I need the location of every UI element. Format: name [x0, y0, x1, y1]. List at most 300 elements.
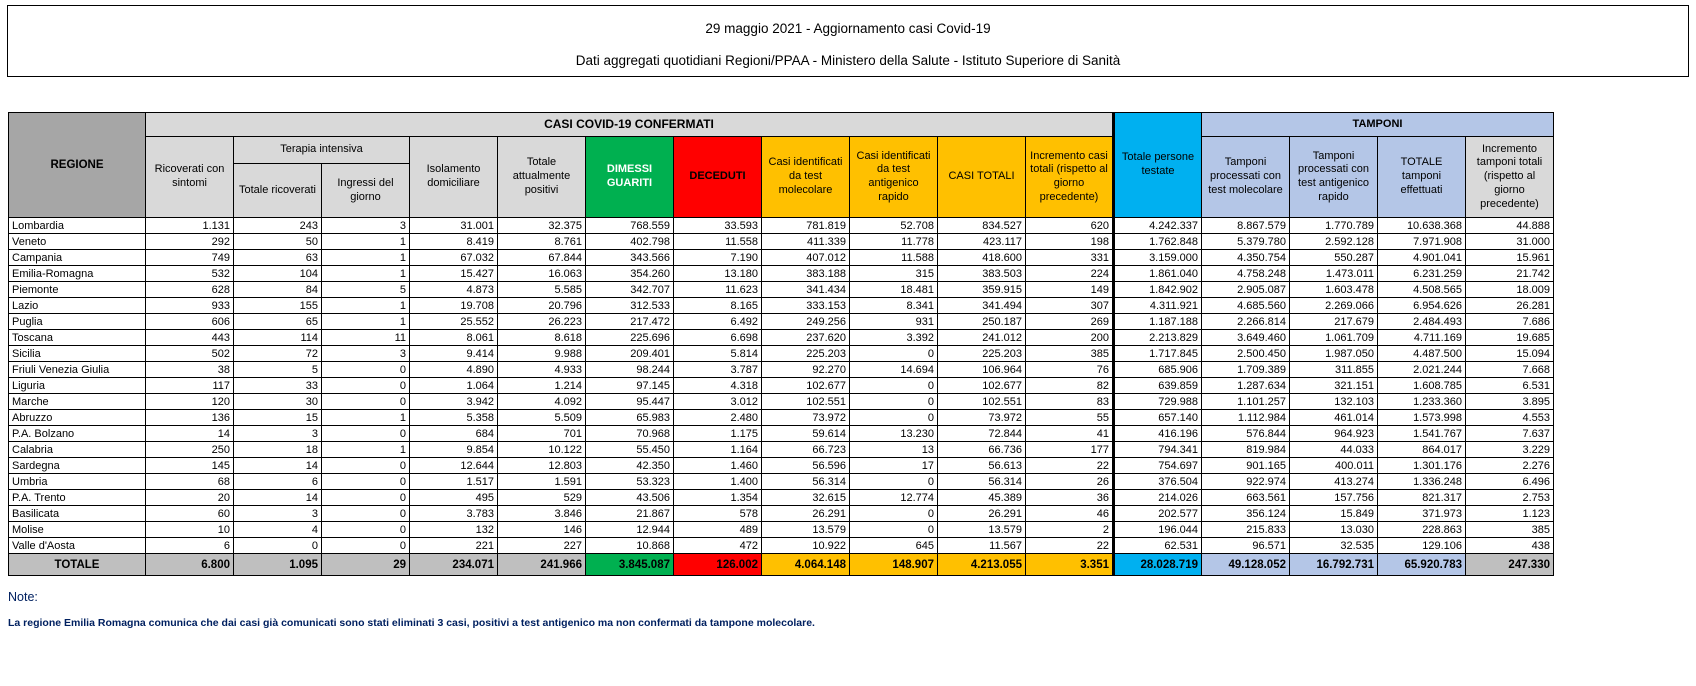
cell: 1.233.360: [1378, 394, 1466, 410]
cell: 4: [234, 522, 322, 538]
cell: 9.854: [410, 442, 498, 458]
cell: 0: [850, 394, 938, 410]
cell: 18: [234, 442, 322, 458]
cell: 4.685.560: [1202, 298, 1290, 314]
cell: 145: [146, 458, 234, 474]
cell: 1.541.767: [1378, 426, 1466, 442]
group-header-terapia-intensiva: Terapia intensiva: [234, 137, 410, 164]
cell: 13: [850, 442, 938, 458]
cell: 6: [234, 474, 322, 490]
cell: 2.021.244: [1378, 362, 1466, 378]
col-header-totale-ricoverati: Totale ricoverati: [234, 164, 322, 218]
cell: 2.592.128: [1290, 234, 1378, 250]
table-row: [9, 410, 1554, 426]
total-cell: 65.920.783: [1378, 554, 1466, 576]
region-name: Molise: [9, 522, 146, 538]
cell: 663.561: [1202, 490, 1290, 506]
cell: 1: [322, 410, 410, 426]
cell: 3.895: [1466, 394, 1554, 410]
cell: 15.094: [1466, 346, 1554, 362]
cell: 383.503: [938, 266, 1026, 282]
cell: 315: [850, 266, 938, 282]
cell: 102.677: [762, 378, 850, 394]
table-row: [9, 394, 1554, 410]
cell: 22: [1026, 458, 1114, 474]
cell: 1.573.998: [1378, 410, 1466, 426]
cell: 639.859: [1114, 378, 1202, 394]
cell: 529: [498, 490, 586, 506]
cell: 83: [1026, 394, 1114, 410]
region-name: Sicilia: [9, 346, 146, 362]
cell: 21.867: [586, 506, 674, 522]
cell: 13.180: [674, 266, 762, 282]
cell: 933: [146, 298, 234, 314]
cell: 1.301.176: [1378, 458, 1466, 474]
region-name: Toscana: [9, 330, 146, 346]
cell: 67.844: [498, 250, 586, 266]
cell: 7.971.908: [1378, 234, 1466, 250]
cell: 385: [1466, 522, 1554, 538]
col-header-isolamento-domiciliare: Isolamento domiciliare: [410, 137, 498, 218]
cell: 701: [498, 426, 586, 442]
col-header-tamponi-antigenico: Tamponi processati con test antigenico rapido: [1290, 137, 1378, 218]
cell: 36: [1026, 490, 1114, 506]
cell: 1.770.789: [1290, 218, 1378, 234]
cell: 2.213.829: [1114, 330, 1202, 346]
cell: 102.677: [938, 378, 1026, 394]
cell: 1: [322, 234, 410, 250]
cell: 6.492: [674, 314, 762, 330]
cell: 56.613: [938, 458, 1026, 474]
cell: 768.559: [586, 218, 674, 234]
cell: 6: [146, 538, 234, 554]
region-name: Puglia: [9, 314, 146, 330]
total-cell: 16.792.731: [1290, 554, 1378, 576]
cell: 33.593: [674, 218, 762, 234]
title-box: [7, 5, 1689, 77]
table-row: [9, 314, 1554, 330]
notes: [8, 590, 815, 629]
cell: 0: [322, 394, 410, 410]
cell: 729.988: [1114, 394, 1202, 410]
cell: 13.579: [762, 522, 850, 538]
cell: 5.585: [498, 282, 586, 298]
cell: 341.434: [762, 282, 850, 298]
total-cell: 4.213.055: [938, 554, 1026, 576]
cell: 1.164: [674, 442, 762, 458]
col-header-dimessi-guariti: DIMESSI GUARITI: [586, 137, 674, 218]
cell: 1.842.902: [1114, 282, 1202, 298]
cell: 407.012: [762, 250, 850, 266]
cell: 95.447: [586, 394, 674, 410]
cell: 7.686: [1466, 314, 1554, 330]
cell: 92.270: [762, 362, 850, 378]
cell: 3.787: [674, 362, 762, 378]
table-body: [9, 218, 1554, 576]
cell: 1.187.188: [1114, 314, 1202, 330]
table-row: [9, 298, 1554, 314]
cell: 5.358: [410, 410, 498, 426]
cell: 11.623: [674, 282, 762, 298]
cell: 0: [850, 474, 938, 490]
cell: 21.742: [1466, 266, 1554, 282]
cell: 413.274: [1290, 474, 1378, 490]
cell: 385: [1026, 346, 1114, 362]
cell: 1: [322, 298, 410, 314]
cell: 67.032: [410, 250, 498, 266]
cell: 1.112.984: [1202, 410, 1290, 426]
region-name: P.A. Trento: [9, 490, 146, 506]
cell: 214.026: [1114, 490, 1202, 506]
cell: 819.984: [1202, 442, 1290, 458]
cell: 416.196: [1114, 426, 1202, 442]
cell: 3.649.460: [1202, 330, 1290, 346]
cell: 8.061: [410, 330, 498, 346]
cell: 1.591: [498, 474, 586, 490]
cell: 25.552: [410, 314, 498, 330]
cell: 18.009: [1466, 282, 1554, 298]
col-header-tamponi-molecolare: Tamponi processati con test molecolare: [1202, 137, 1290, 218]
cell: 5.379.780: [1202, 234, 1290, 250]
cell: 312.533: [586, 298, 674, 314]
cell: 1.608.785: [1378, 378, 1466, 394]
cell: 72: [234, 346, 322, 362]
cell: 65.983: [586, 410, 674, 426]
cell: 7.668: [1466, 362, 1554, 378]
cell: 117: [146, 378, 234, 394]
cell: 5.509: [498, 410, 586, 426]
cell: 155: [234, 298, 322, 314]
cell: 1.400: [674, 474, 762, 490]
group-header-casi-confermati: CASI COVID-19 CONFERMATI: [146, 113, 1114, 137]
cell: 60: [146, 506, 234, 522]
table-row: [9, 506, 1554, 522]
cell: 371.973: [1378, 506, 1466, 522]
table-row: [9, 378, 1554, 394]
total-cell: 241.966: [498, 554, 586, 576]
table-row: [9, 426, 1554, 442]
cell: 438: [1466, 538, 1554, 554]
cell: 217.679: [1290, 314, 1378, 330]
title-line1: 29 maggio 2021 - Aggiornamento casi Covid-19: [705, 21, 991, 36]
cell: 250.187: [938, 314, 1026, 330]
cell: 15.961: [1466, 250, 1554, 266]
table-row: [9, 330, 1554, 346]
col-header-totale-persone-testate: Totale persone testate: [1114, 113, 1202, 218]
col-header-casi-test-molecolare: Casi identificati da test molecolare: [762, 137, 850, 218]
cell: 754.697: [1114, 458, 1202, 474]
cell: 12.644: [410, 458, 498, 474]
cell: 63: [234, 250, 322, 266]
cell: 44.888: [1466, 218, 1554, 234]
cell: 1.717.845: [1114, 346, 1202, 362]
cell: 343.566: [586, 250, 674, 266]
cell: 4.890: [410, 362, 498, 378]
cell: 3.012: [674, 394, 762, 410]
cell: 102.551: [762, 394, 850, 410]
cell: 4.873: [410, 282, 498, 298]
cell: 33: [234, 378, 322, 394]
table-row: [9, 522, 1554, 538]
cell: 1.709.389: [1202, 362, 1290, 378]
total-cell: 28.028.719: [1114, 554, 1202, 576]
col-header-deceduti: DECEDUTI: [674, 137, 762, 218]
cell: 1.517: [410, 474, 498, 490]
notes-label: Note:: [8, 590, 38, 604]
cell: 4.487.500: [1378, 346, 1466, 362]
cell: 628: [146, 282, 234, 298]
cell: 31.000: [1466, 234, 1554, 250]
cell: 102.551: [938, 394, 1026, 410]
cell: 864.017: [1378, 442, 1466, 458]
cell: 146: [498, 522, 586, 538]
cell: 1: [322, 442, 410, 458]
cell: 149: [1026, 282, 1114, 298]
col-header-casi-totali: CASI TOTALI: [938, 137, 1026, 218]
cell: 2.266.814: [1202, 314, 1290, 330]
total-cell: 49.128.052: [1202, 554, 1290, 576]
title-line2: Dati aggregati quotidiani Regioni/PPAA - Ministero della Salute - Istituto Superiore di Sanità: [575, 53, 1121, 68]
table-row: [9, 266, 1554, 282]
cell: 243: [234, 218, 322, 234]
table-row: [9, 234, 1554, 250]
cell: 4.318: [674, 378, 762, 394]
region-name: Piemonte: [9, 282, 146, 298]
cell: 16.063: [498, 266, 586, 282]
cell: 209.401: [586, 346, 674, 362]
cell: 73.972: [938, 410, 1026, 426]
cell: 269: [1026, 314, 1114, 330]
cell: 1.987.050: [1290, 346, 1378, 362]
cell: 1.603.478: [1290, 282, 1378, 298]
cell: 106.964: [938, 362, 1026, 378]
col-header-regione: REGIONE: [9, 113, 146, 218]
cell: 10.638.368: [1378, 218, 1466, 234]
cell: 56.596: [762, 458, 850, 474]
cell: 96.571: [1202, 538, 1290, 554]
cell: 331: [1026, 250, 1114, 266]
cell: 1.861.040: [1114, 266, 1202, 282]
cell: 0: [322, 490, 410, 506]
cell: 84: [234, 282, 322, 298]
cell: 2.269.066: [1290, 298, 1378, 314]
col-header-totale-attualmente-positivi: Totale attualmente positivi: [498, 137, 586, 218]
cell: 14: [146, 426, 234, 442]
covid-table: [8, 112, 1554, 576]
region-name: Abruzzo: [9, 410, 146, 426]
cell: 8.761: [498, 234, 586, 250]
cell: 56.314: [762, 474, 850, 490]
cell: 0: [234, 538, 322, 554]
cell: 52.708: [850, 218, 938, 234]
cell: 0: [322, 458, 410, 474]
cell: 120: [146, 394, 234, 410]
cell: 8.618: [498, 330, 586, 346]
cell: 1.131: [146, 218, 234, 234]
table-row: [9, 490, 1554, 506]
cell: 1.064: [410, 378, 498, 394]
cell: 400.011: [1290, 458, 1378, 474]
table-header: [9, 113, 1554, 218]
cell: 18.481: [850, 282, 938, 298]
cell: 4.092: [498, 394, 586, 410]
cell: 7.637: [1466, 426, 1554, 442]
cell: 43.506: [586, 490, 674, 506]
region-name: Emilia-Romagna: [9, 266, 146, 282]
cell: 8.165: [674, 298, 762, 314]
cell: 215.833: [1202, 522, 1290, 538]
cell: 489: [674, 522, 762, 538]
cell: 97.145: [586, 378, 674, 394]
cell: 65: [234, 314, 322, 330]
cell: 13.230: [850, 426, 938, 442]
cell: 3: [322, 218, 410, 234]
cell: 1.214: [498, 378, 586, 394]
cell: 136: [146, 410, 234, 426]
cell: 292: [146, 234, 234, 250]
cell: 59.614: [762, 426, 850, 442]
cell: 53.323: [586, 474, 674, 490]
cell: 620: [1026, 218, 1114, 234]
cell: 7.190: [674, 250, 762, 266]
cell: 5: [234, 362, 322, 378]
cell: 15.427: [410, 266, 498, 282]
cell: 333.153: [762, 298, 850, 314]
cell: 196.044: [1114, 522, 1202, 538]
cell: 55.450: [586, 442, 674, 458]
cell: 225.203: [762, 346, 850, 362]
cell: 3.159.000: [1114, 250, 1202, 266]
cell: 6.531: [1466, 378, 1554, 394]
cell: 14.694: [850, 362, 938, 378]
region-name: Campania: [9, 250, 146, 266]
cell: 2.753: [1466, 490, 1554, 506]
table-row: [9, 218, 1554, 234]
cell: 11.778: [850, 234, 938, 250]
cell: 359.915: [938, 282, 1026, 298]
cell: 114: [234, 330, 322, 346]
cell: 0: [850, 410, 938, 426]
cell: 32.615: [762, 490, 850, 506]
table-row: [9, 282, 1554, 298]
cell: 19.708: [410, 298, 498, 314]
cell: 12.803: [498, 458, 586, 474]
cell: 6.231.259: [1378, 266, 1466, 282]
cell: 82: [1026, 378, 1114, 394]
cell: 200: [1026, 330, 1114, 346]
region-name: Lazio: [9, 298, 146, 314]
cell: 3.392: [850, 330, 938, 346]
region-name: Sardegna: [9, 458, 146, 474]
cell: 225.696: [586, 330, 674, 346]
cell: 423.117: [938, 234, 1026, 250]
cell: 2: [1026, 522, 1114, 538]
group-header-tamponi: TAMPONI: [1202, 113, 1554, 137]
cell: 11.588: [850, 250, 938, 266]
cell: 1.762.848: [1114, 234, 1202, 250]
cell: 0: [322, 506, 410, 522]
cell: 26.223: [498, 314, 586, 330]
cell: 45.389: [938, 490, 1026, 506]
cell: 749: [146, 250, 234, 266]
cell: 68: [146, 474, 234, 490]
cell: 70.968: [586, 426, 674, 442]
cell: 10.868: [586, 538, 674, 554]
cell: 11.558: [674, 234, 762, 250]
cell: 20.796: [498, 298, 586, 314]
cell: 383.188: [762, 266, 850, 282]
cell: 202.577: [1114, 506, 1202, 522]
cell: 578: [674, 506, 762, 522]
cell: 6.496: [1466, 474, 1554, 490]
cell: 1.175: [674, 426, 762, 442]
cell: 8.867.579: [1202, 218, 1290, 234]
cell: 4.711.169: [1378, 330, 1466, 346]
total-cell: 148.907: [850, 554, 938, 576]
cell: 157.756: [1290, 490, 1378, 506]
cell: 1: [322, 314, 410, 330]
cell: 321.151: [1290, 378, 1378, 394]
cell: 13.030: [1290, 522, 1378, 538]
cell: 0: [322, 474, 410, 490]
cell: 0: [850, 522, 938, 538]
cell: 532: [146, 266, 234, 282]
cell: 14: [234, 458, 322, 474]
cell: 307: [1026, 298, 1114, 314]
cell: 3.229: [1466, 442, 1554, 458]
cell: 6.698: [674, 330, 762, 346]
cell: 1.460: [674, 458, 762, 474]
cell: 241.012: [938, 330, 1026, 346]
cell: 132: [410, 522, 498, 538]
cell: 550.287: [1290, 250, 1378, 266]
cell: 17: [850, 458, 938, 474]
cell: 495: [410, 490, 498, 506]
cell: 402.798: [586, 234, 674, 250]
cell: 461.014: [1290, 410, 1378, 426]
cell: 472: [674, 538, 762, 554]
cell: 73.972: [762, 410, 850, 426]
region-name: Basilicata: [9, 506, 146, 522]
cell: 4.933: [498, 362, 586, 378]
cell: 1: [322, 250, 410, 266]
cell: 38: [146, 362, 234, 378]
total-cell: 1.095: [234, 554, 322, 576]
cell: 1.101.257: [1202, 394, 1290, 410]
cell: 221: [410, 538, 498, 554]
cell: 5.814: [674, 346, 762, 362]
cell: 342.707: [586, 282, 674, 298]
cell: 62.531: [1114, 538, 1202, 554]
cell: 3: [234, 426, 322, 442]
cell: 41: [1026, 426, 1114, 442]
cell: 781.819: [762, 218, 850, 234]
cell: 15: [234, 410, 322, 426]
cell: 0: [850, 346, 938, 362]
cell: 10.922: [762, 538, 850, 554]
cell: 8.341: [850, 298, 938, 314]
cell: 50: [234, 234, 322, 250]
total-label: TOTALE: [9, 554, 146, 576]
region-name: Marche: [9, 394, 146, 410]
cell: 76: [1026, 362, 1114, 378]
cell: 443: [146, 330, 234, 346]
cell: 44.033: [1290, 442, 1378, 458]
region-name: Friuli Venezia Giulia: [9, 362, 146, 378]
cell: 19.685: [1466, 330, 1554, 346]
cell: 26.291: [938, 506, 1026, 522]
cell: 32.375: [498, 218, 586, 234]
